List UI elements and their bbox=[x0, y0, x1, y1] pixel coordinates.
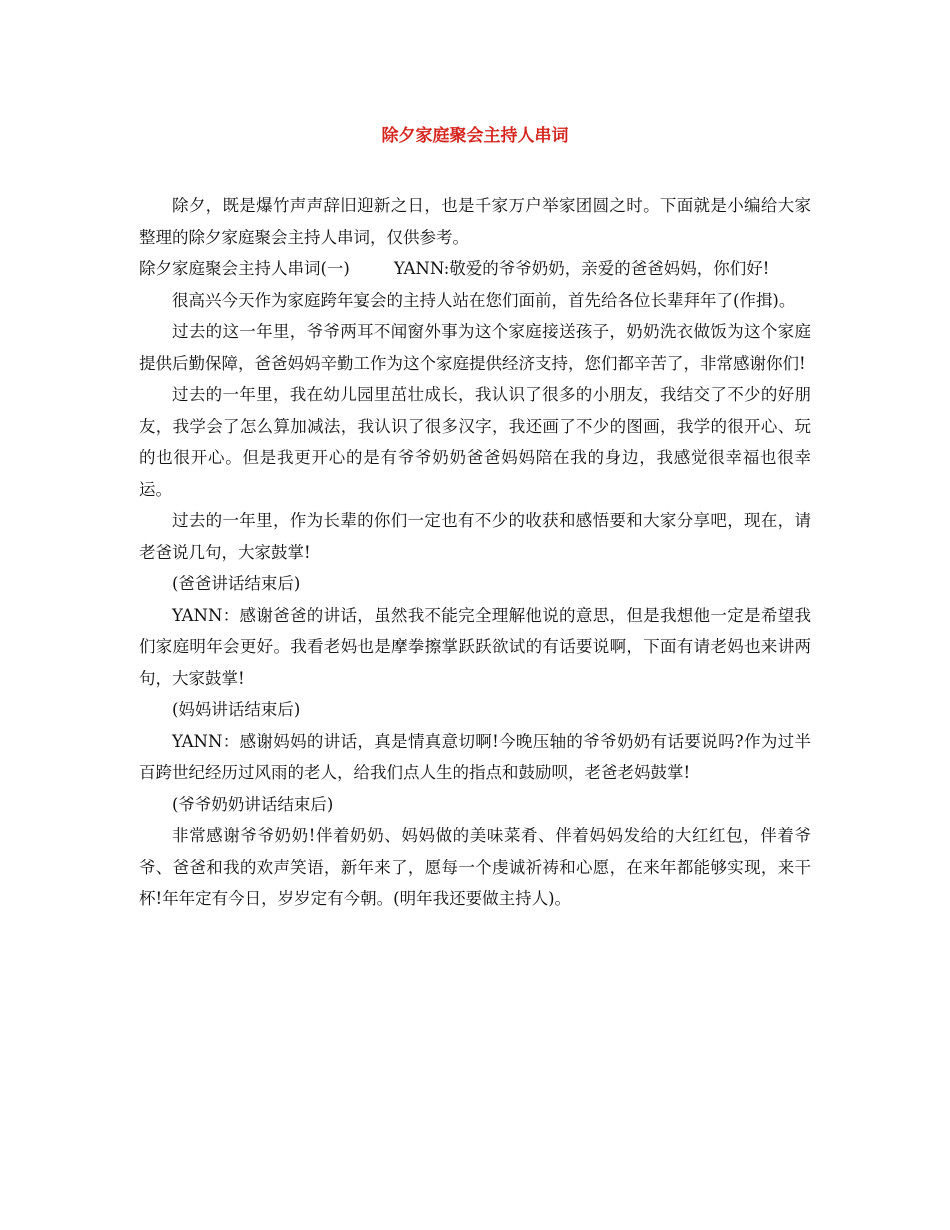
section-heading-line bbox=[139, 253, 811, 285]
section-first-line: YANN:敬爱的爷爷奶奶，亲爱的爸爸妈妈，你们好! bbox=[393, 259, 770, 278]
stage-direction-dad: (爸爸讲话结束后) bbox=[172, 574, 301, 593]
paragraph-closing: 非常感谢爷爷奶奶!伴着奶奶、妈妈做的美味菜肴、伴着妈妈发给的大红红包，伴着爷爷、爸爸和我的欢声笑语，新年来了，愿每一个虔诚祈祷和心愿，在来年都能够实现，来干杯!年年定有今日，岁岁定有今朝。(明年我还要做主持人)。 bbox=[139, 826, 811, 908]
paragraph-kindergarten: 过去的一年里，我在幼儿园里茁壮成长，我认识了很多的小朋友，我结交了不少的好朋友，我学会了怎么算加减法，我认识了很多汉字，我还画了不少的图画，我学的很开心、玩的也很开心。但是我更开心的是有爷爷奶奶爸爸妈妈陪在我的身边，我感觉很幸福也很幸运。 bbox=[139, 385, 811, 499]
paragraph-thanks-dad: YANN：感谢爸爸的讲话，虽然我不能完全理解他说的意思，但是我想他一定是希望我们家庭明年会更好。我看老妈也是摩拳擦掌跃跃欲试的有话要说啊，下面有请老妈也来讲两句，大家鼓掌! bbox=[139, 605, 811, 688]
document-title: 除夕家庭聚会主持人串词 bbox=[381, 126, 569, 146]
intro-paragraph: 除夕，既是爆竹声声辞旧迎新之日，也是千家万户举家团圆之时。下面就是小编给大家整理的除夕家庭聚会主持人串词，仅供参考。 bbox=[139, 196, 811, 247]
paragraph-thanks-family: 过去的这一年里，爷爷两耳不闻窗外事为这个家庭接送孩子，奶奶洗衣做饭为这个家庭提供后勤保障，爸爸妈妈辛勤工作为这个家庭提供经济支持，您们都辛苦了，非常感谢你们! bbox=[139, 322, 811, 373]
stage-direction-mom: (妈妈讲话结束后) bbox=[172, 700, 301, 719]
paragraph-thanks-mom: YANN：感谢妈妈的讲话，真是情真意切啊!今晚压轴的爷爷奶奶有话要说吗?作为过半百跨世纪经历过风雨的老人，给我们点人生的指点和鼓励呗，老爸老妈鼓掌! bbox=[139, 731, 811, 782]
section-heading: 除夕家庭聚会主持人串词(一) bbox=[139, 259, 350, 278]
paragraph-invite-dad: 过去的一年里，作为长辈的你们一定也有不少的收获和感悟要和大家分享吧，现在，请老爸说几句，大家鼓掌! bbox=[139, 511, 811, 562]
stage-direction-grandparents: (爷爷奶奶讲话结束后) bbox=[172, 794, 334, 814]
document-body bbox=[139, 190, 811, 915]
paragraph-greeting: 很高兴今天作为家庭跨年宴会的主持人站在您们面前，首先给各位长辈拜年了(作揖)。 bbox=[172, 290, 796, 310]
